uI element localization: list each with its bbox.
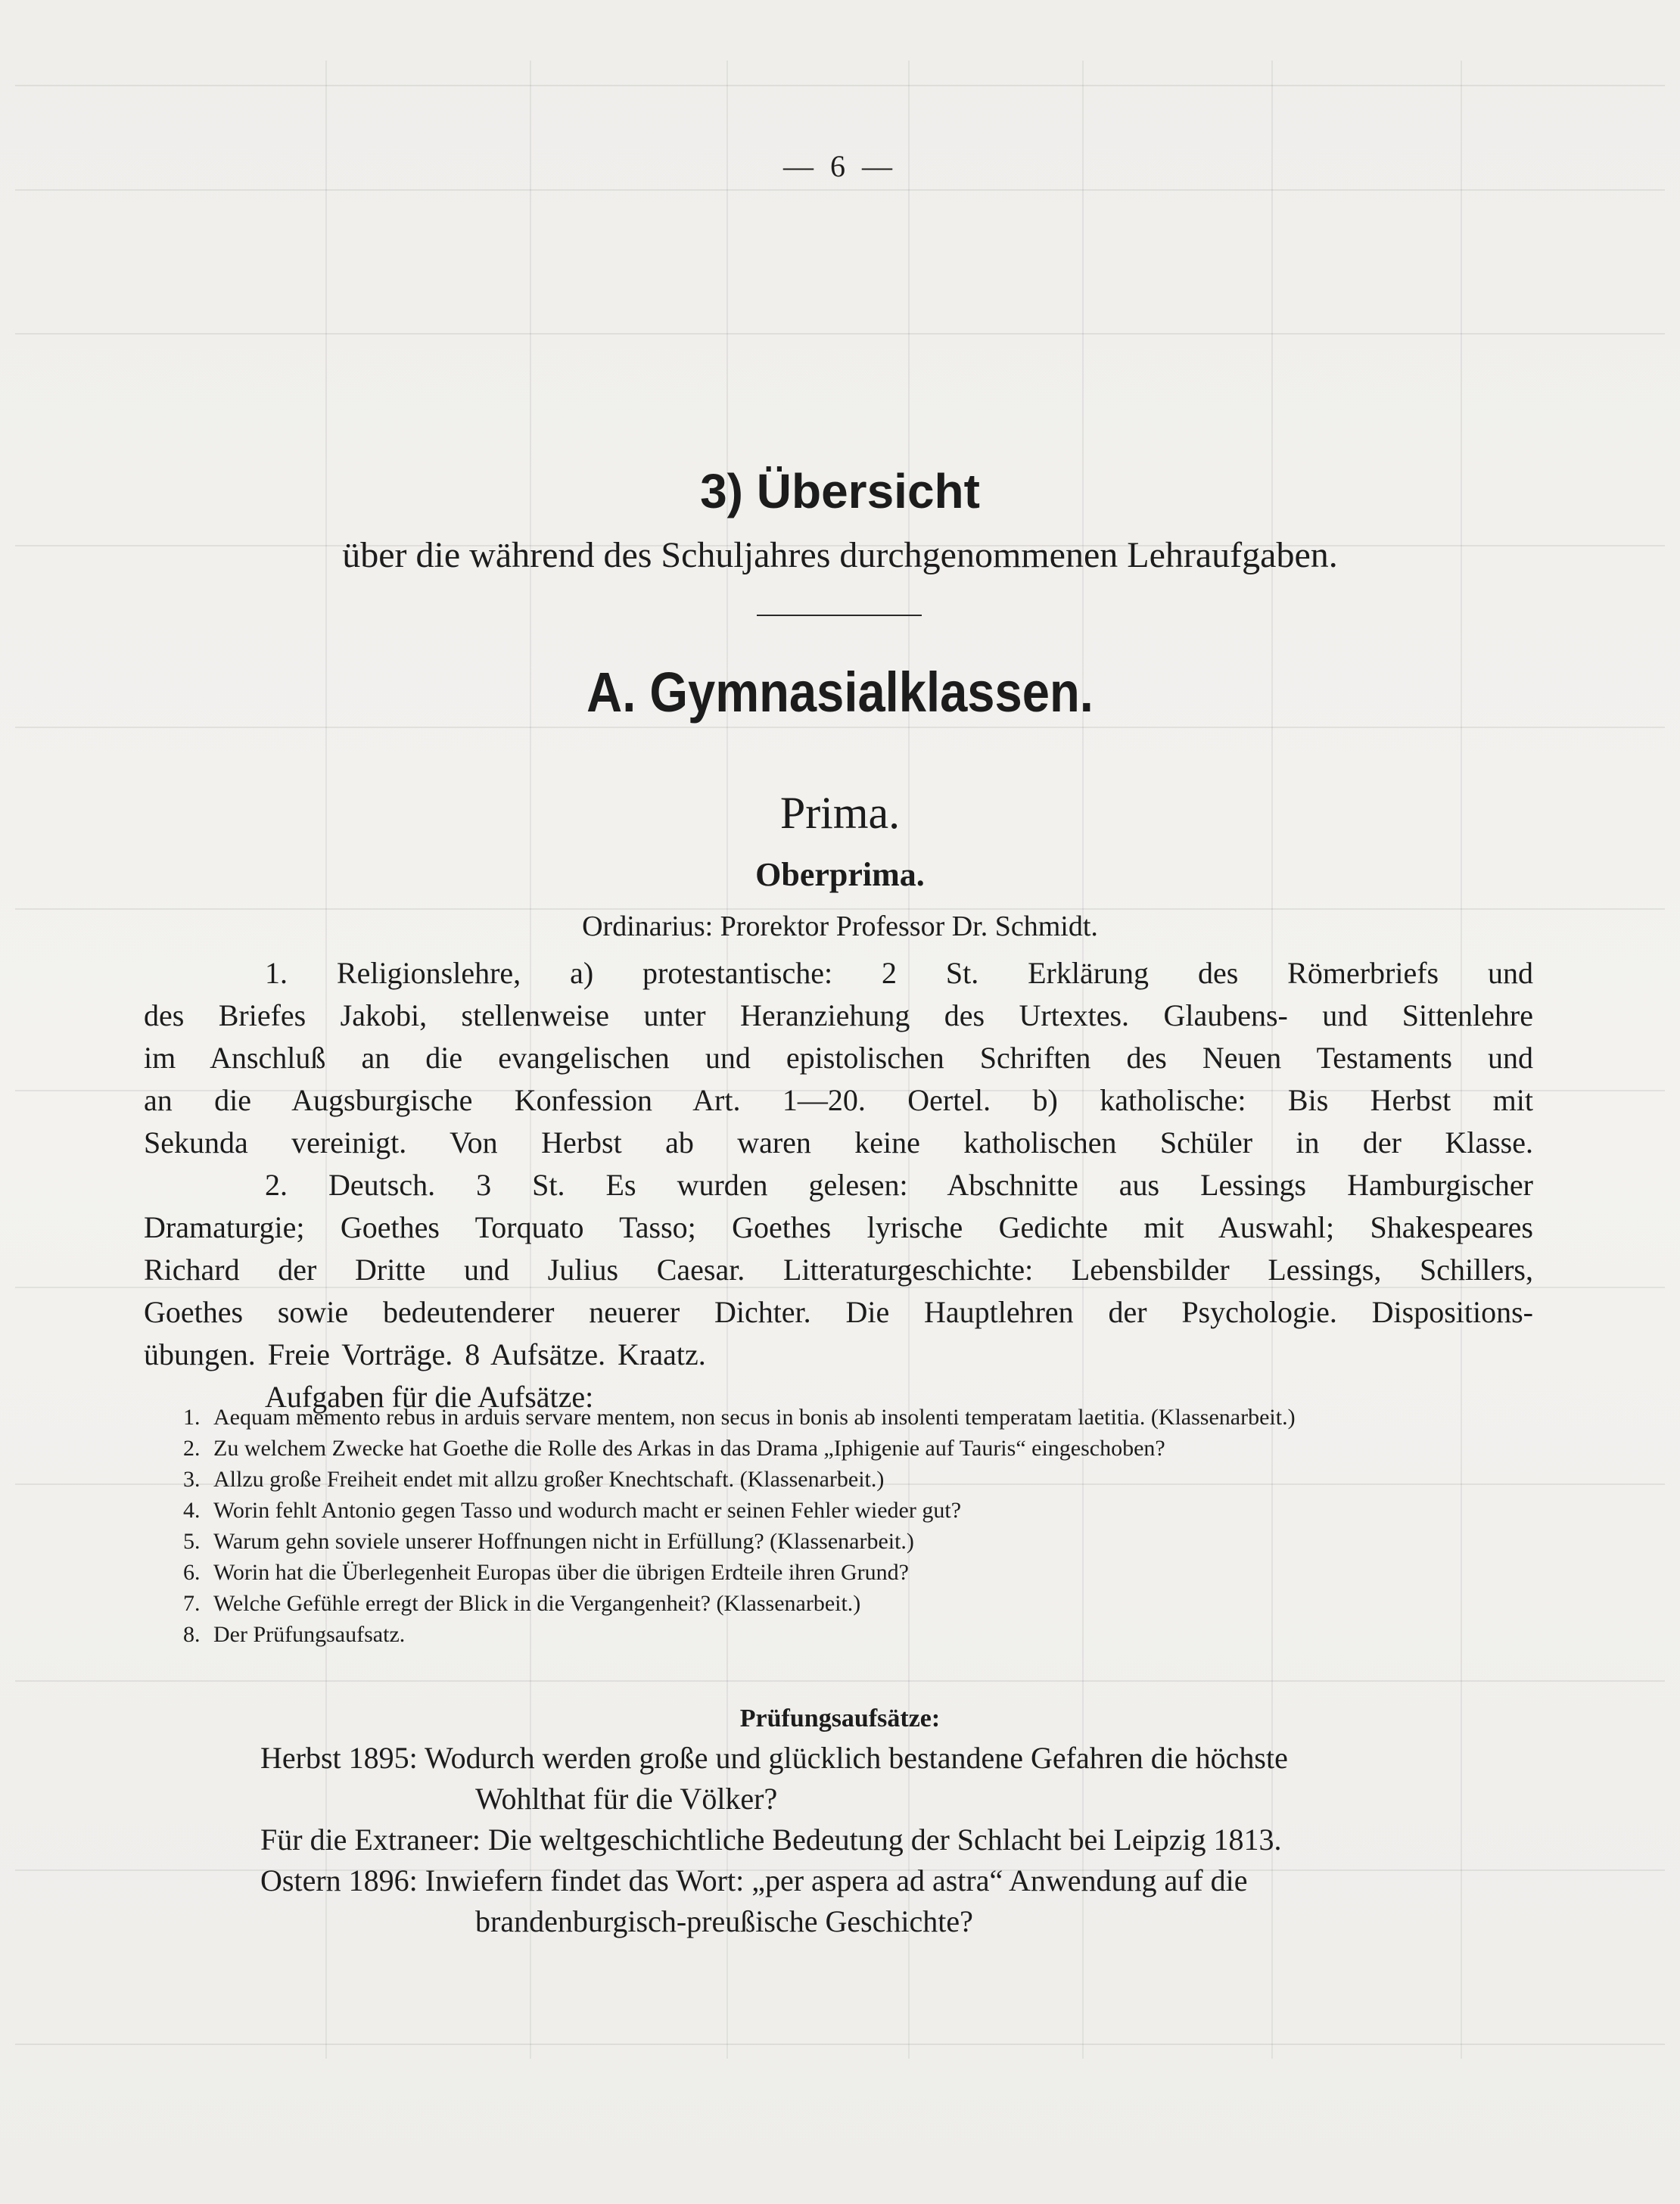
- item-text: Welche Gefühle erregt der Blick in die Vergangenheit? (Klassenarbeit.): [213, 1591, 861, 1616]
- item-text: Zu welchem Zwecke hat Goethe die Rolle des Arkas in das Drama „Iphigenie auf Tauris“ eingeschoben?: [213, 1436, 1165, 1461]
- list-item: [183, 1402, 1538, 1433]
- herbst-text-cont: Wohlthat für die Völker?: [475, 1782, 778, 1816]
- item-number: 7.: [183, 1591, 201, 1616]
- list-item: [183, 1495, 1538, 1526]
- herbst-text: Wodurch werden große und glücklich bestandene Gefahren die höchste: [425, 1741, 1288, 1775]
- religion-paragraph: [144, 952, 1533, 1164]
- main-heading: A. Gymnasialklassen.: [586, 661, 1094, 724]
- item-text: Allzu große Freiheit endet mit allzu großer Knechtschaft. (Klassenarbeit.): [213, 1467, 885, 1492]
- aufgaben-list: [183, 1402, 1538, 1650]
- subclass-heading: Oberprima.: [755, 856, 925, 893]
- divider-rule: [757, 615, 922, 616]
- text-line: 2. Deutsch. 3 St. Es wurden gelesen: Abschnitte aus Lessings Hamburgischer: [265, 1168, 1533, 1202]
- section-title: 3) Übersicht: [700, 464, 980, 518]
- item-text: Worin hat die Überlegenheit Europas über die übrigen Erdteile ihren Grund?: [213, 1560, 909, 1585]
- list-item: [183, 1526, 1538, 1557]
- item-number: 2.: [183, 1436, 201, 1461]
- item-number: 6.: [183, 1560, 201, 1585]
- pruefung-herbst: [260, 1738, 1532, 1779]
- page-number: — 6 —: [783, 149, 897, 183]
- herbst-label: Herbst 1895:: [260, 1741, 418, 1775]
- text-line: an die Augsburgische Konfession Art. 1—20. Oertel. b) katholische: Bis Herbst mit: [144, 1083, 1533, 1117]
- pruefung-ostern: [260, 1860, 1532, 1901]
- class-heading: Prima.: [779, 788, 901, 838]
- item-number: 3.: [183, 1467, 201, 1492]
- text-line: Richard der Dritte und Julius Caesar. Litteraturgeschichte: Lebensbilder Lessings, Schillers,: [144, 1253, 1533, 1287]
- list-item: [183, 1588, 1538, 1619]
- text-line: 1. Religionslehre, a) protestantische: 2 St. Erklärung des Römerbriefs und: [265, 956, 1533, 990]
- ostern-text-cont: brandenburgisch-preußische Geschichte?: [475, 1904, 973, 1938]
- item-text: Warum gehn soviele unserer Hoffnungen nicht in Erfüllung? (Klassenarbeit.): [213, 1529, 914, 1554]
- text-line: im Anschluß an die evangelischen und epistolischen Schriften des Neuen Testaments und: [144, 1041, 1533, 1075]
- text-line: des Briefes Jakobi, stellenweise unter Heranziehung des Urtextes. Glaubens- und Sittenlehre: [144, 998, 1533, 1032]
- deutsch-paragraph: [144, 1164, 1533, 1418]
- item-text: Der Prüfungsaufsatz.: [213, 1622, 406, 1647]
- item-number: 5.: [183, 1529, 201, 1554]
- pruefung-heading: Prüfungsaufsätze:: [739, 1704, 941, 1732]
- text-line: übungen. Freie Vorträge. 8 Aufsätze. Kraatz.: [144, 1337, 706, 1371]
- list-item: [183, 1619, 1538, 1650]
- pruefung-extraneer: Für die Extraneer: Die weltgeschichtliche Bedeutung der Schlacht bei Leipzig 1813.: [260, 1823, 1282, 1857]
- list-item: [183, 1557, 1538, 1588]
- item-number: 4.: [183, 1498, 201, 1523]
- item-number: 1.: [183, 1405, 201, 1430]
- list-item: [183, 1464, 1538, 1495]
- item-number: 8.: [183, 1622, 201, 1647]
- text-line: Sekunda vereinigt. Von Herbst ab waren keine katholischen Schüler in der Klasse.: [144, 1125, 1533, 1160]
- section-subtitle: über die während des Schuljahres durchgenommenen Lehraufgaben.: [342, 535, 1338, 575]
- list-item: [183, 1433, 1538, 1464]
- text-line: Goethes sowie bedeutenderer neuerer Dichter. Die Hauptlehren der Psychologie. Dispositions-: [144, 1295, 1533, 1329]
- ostern-label: Ostern 1896:: [260, 1863, 418, 1897]
- ordinarius-line: Ordinarius: Prorektor Professor Dr. Schmidt.: [582, 911, 1098, 942]
- item-text: Worin fehlt Antonio gegen Tasso und wodurch macht er seinen Fehler wieder gut?: [213, 1498, 962, 1523]
- ostern-text: Inwiefern findet das Wort: „per aspera ad astra“ Anwendung auf die: [425, 1863, 1248, 1897]
- item-text: Aequam memento rebus in arduis servare mentem, non secus in bonis ab insolenti temperatam laetitia. (Klassenarbeit.): [213, 1405, 1296, 1430]
- aufgaben-heading: Aufgaben für die Aufsätze:: [265, 1380, 594, 1414]
- text-line: Dramaturgie; Goethes Torquato Tasso; Goethes lyrische Gedichte mit Auswahl; Shakespeares: [144, 1210, 1533, 1244]
- pruefung-block: [260, 1738, 1532, 1942]
